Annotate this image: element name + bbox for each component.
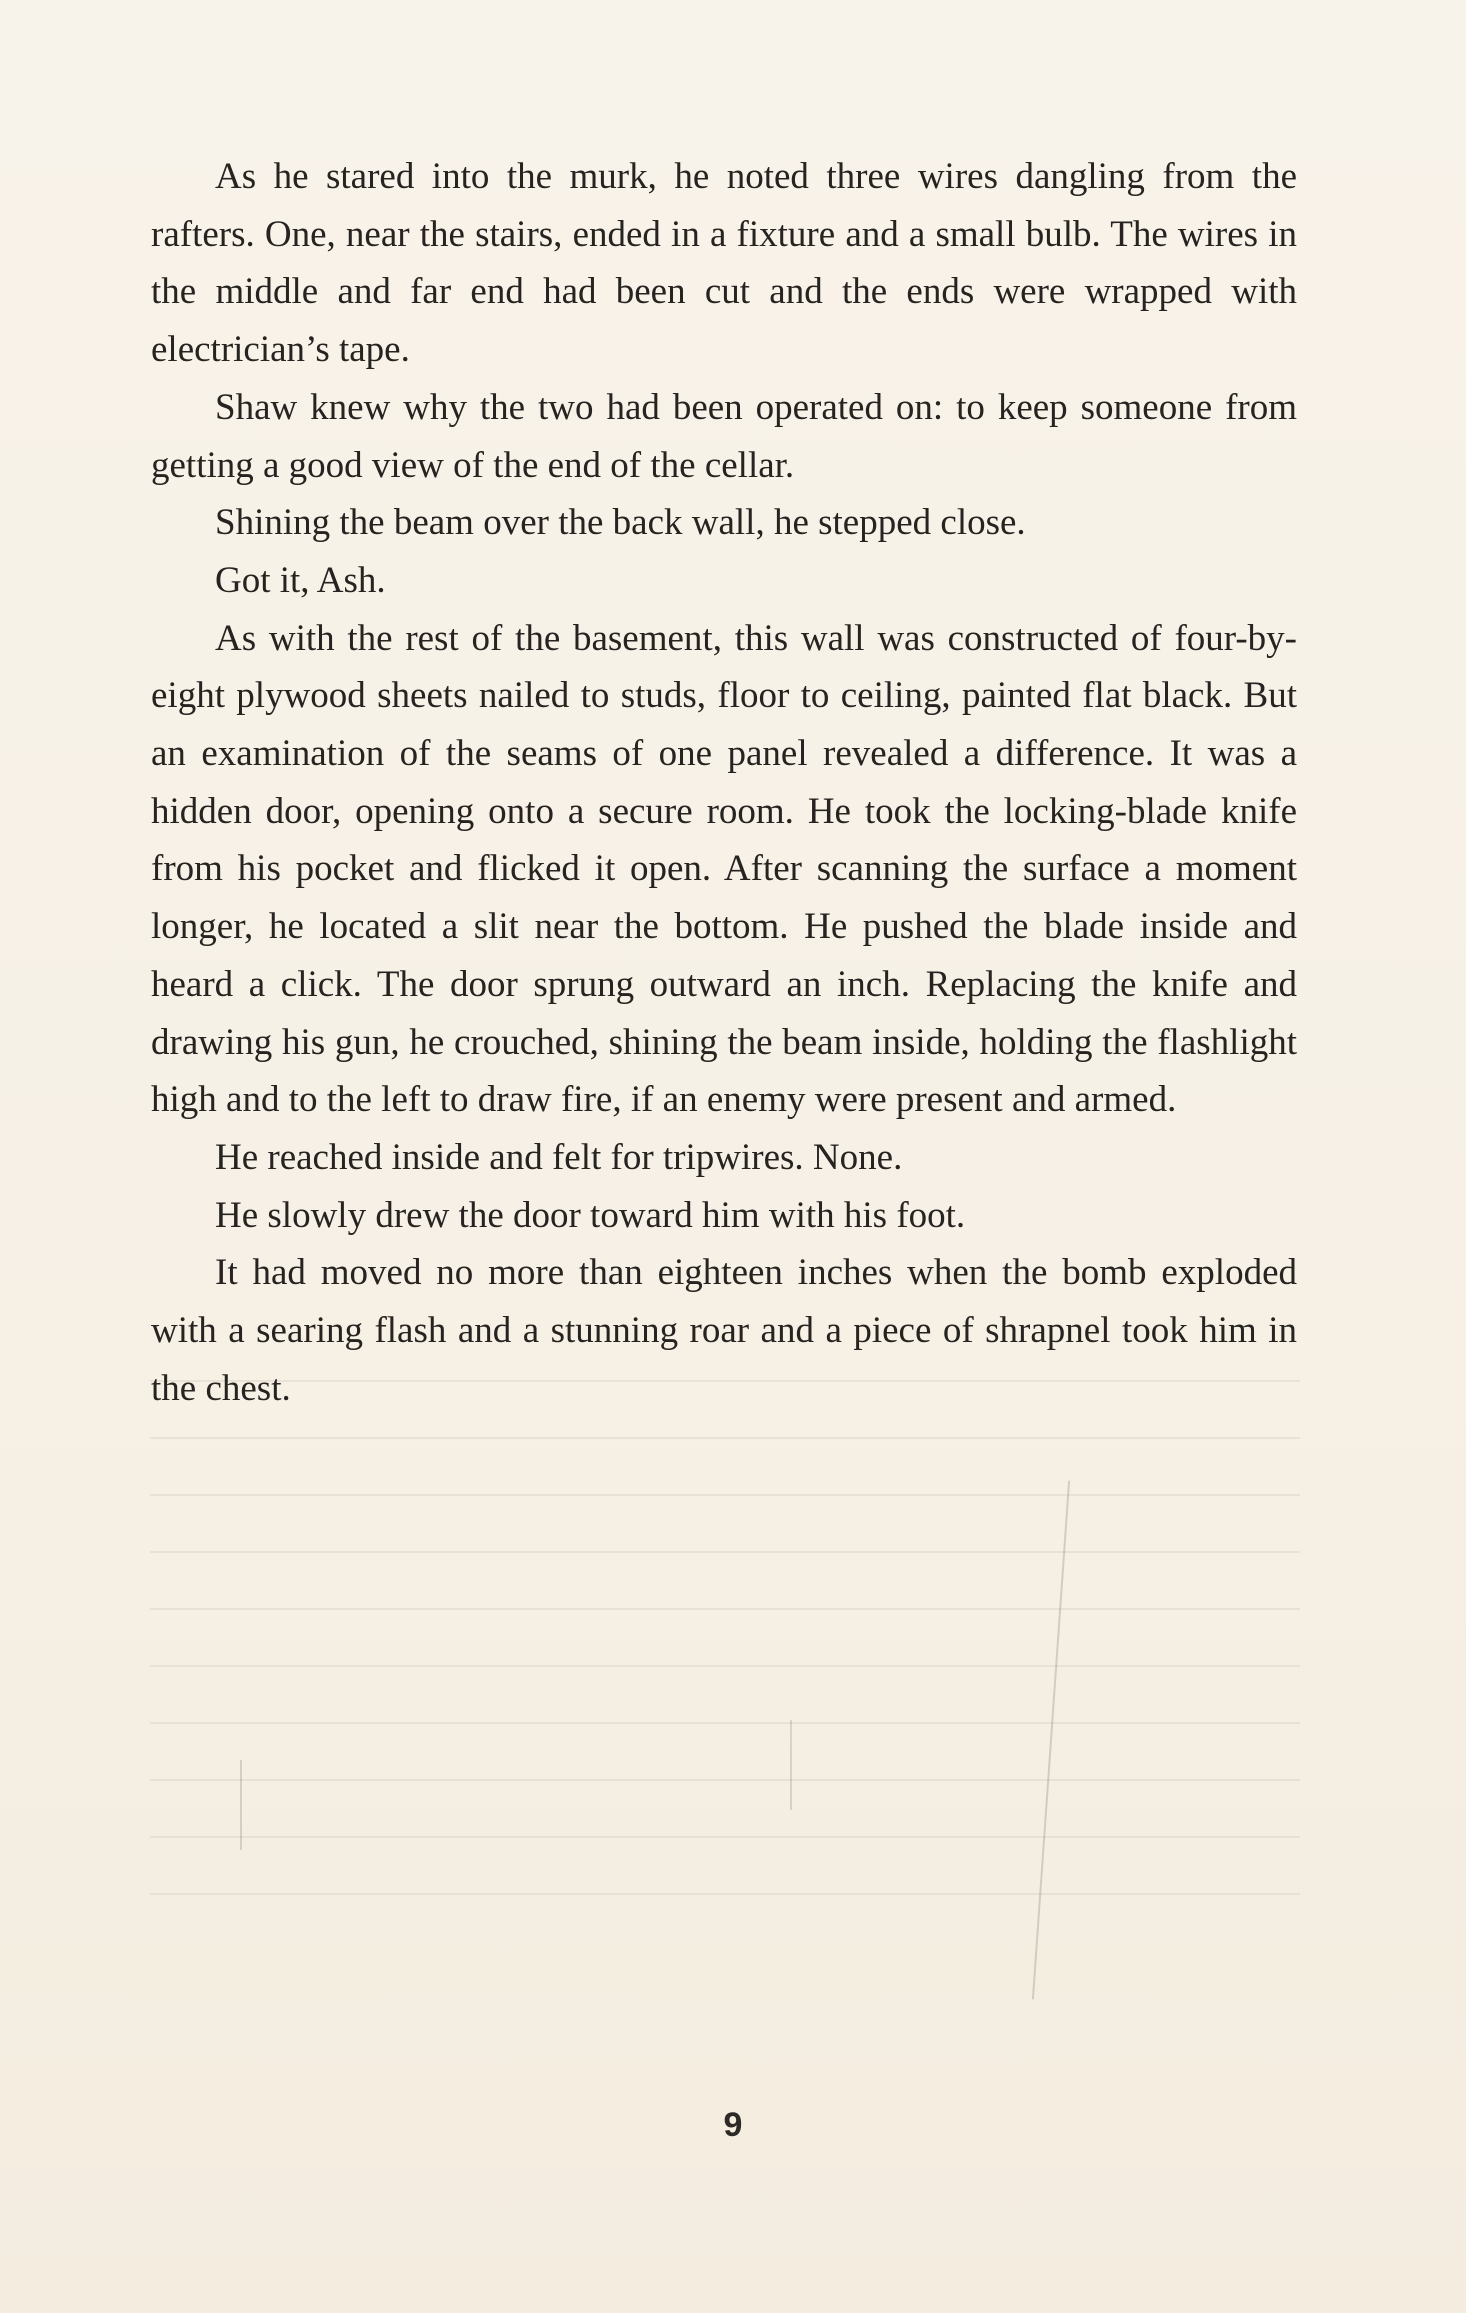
show-through-line [150,1437,1300,1439]
paragraph: He slowly drew the door toward him with his foot. [215,1194,966,1236]
paper-crease [1032,1481,1070,2000]
paragraph: Got it, Ash. [215,559,386,601]
body-text [151,148,1297,1417]
show-through-line [150,1893,1300,1895]
paragraph: Shaw knew why the two had been operated on: to keep someone from getting a good view of the end of the cellar. [151,386,1297,486]
paragraph: Shining the beam over the back wall, he stepped close. [215,502,1026,544]
page-number: 9 [723,2106,743,2144]
paragraph: He reached inside and felt for tripwires. None. [215,1136,903,1178]
show-through-line [150,1494,1300,1496]
paragraph: As he stared into the murk, he noted three wires dangling from the rafters. One, near the stairs, ended in a fixture and a small bulb. The wires in the middle and far end had been cut and the ends were wrapped with electrician’s tape. [151,156,1297,371]
show-through-line [150,1779,1300,1781]
paragraph: As with the rest of the basement, this wall was constructed of four-by-eight plywood sheets nailed to studs, floor to ceiling, painted flat black. But an examination of the seams of one panel revealed a difference. It was a hidden door, opening onto a secure room. He took the locking-blade knife from his pocket and flicked it open. After scanning the surface a moment longer, he located a slit near the bottom. He pushed the blade inside and heard a click. The door sprung outward an inch. Replacing the knife and drawing his gun, he crouched, shining the beam inside, holding the flashlight high and to the left to draw fire, if an enemy were present and armed. [151,617,1297,1121]
paper-crease [790,1720,792,1810]
show-through-line [150,1608,1300,1610]
paragraph: It had moved no more than eighteen inches when the bomb exploded with a searing flash and a stunning roar and a piece of shrapnel took him in the chest. [151,1252,1297,1409]
show-through-line [150,1551,1300,1553]
paper-crease [240,1760,242,1850]
show-through-line [150,1836,1300,1838]
show-through-line [150,1665,1300,1667]
show-through-line [150,1722,1300,1724]
